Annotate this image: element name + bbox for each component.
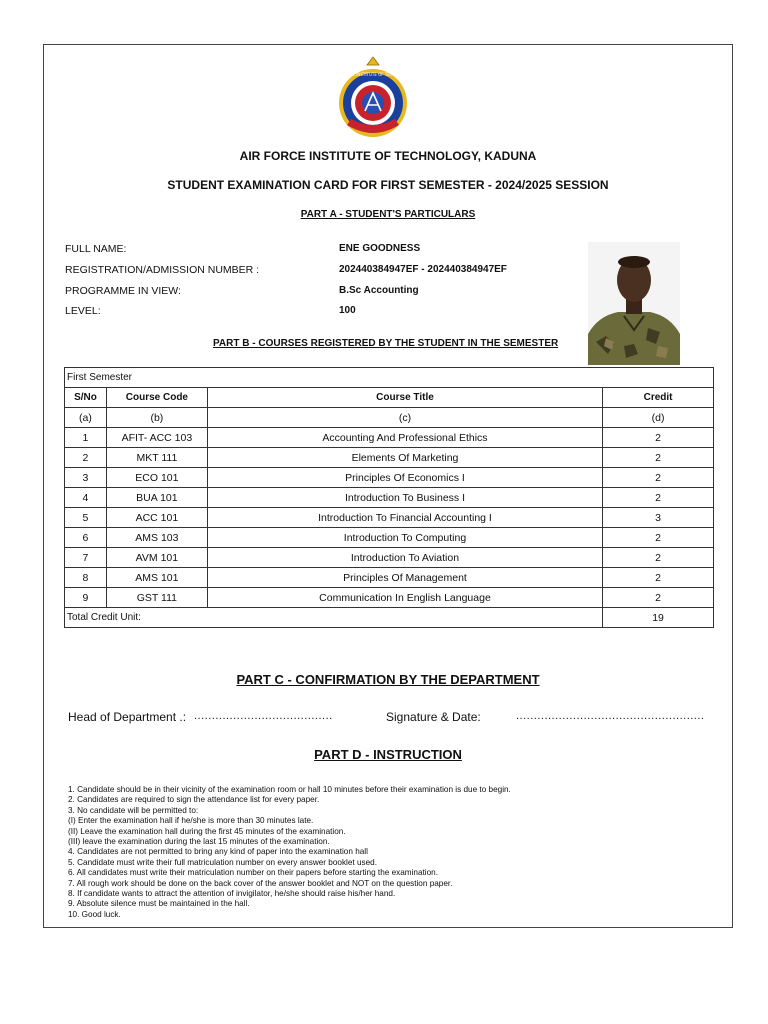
label-programme: PROGRAMME IN VIEW: <box>65 285 181 297</box>
instruction-line: (II) Leave the examination hall during the first 45 minutes of the examination. <box>68 826 346 836</box>
part-d-heading: PART D - INSTRUCTION <box>314 747 462 762</box>
value-level: 100 <box>339 305 356 316</box>
column-header-sno: S/No <box>65 388 107 408</box>
signature-date-label: Signature & Date: <box>386 710 481 724</box>
total-row <box>65 608 714 628</box>
value-full-name: ENE GOODNESS <box>339 243 421 254</box>
instruction-line: 5. Candidate must write their full matriculation number on every answer booklet used. <box>68 857 378 867</box>
table-row: 6 AMS 103 Introduction To Computing 2 <box>65 528 714 548</box>
value-programme: B.Sc Accounting <box>339 285 419 296</box>
instruction-line: 1. Candidate should be in their vicinity of the examination room or hall 10 minutes before their examination is due to begin. <box>68 785 511 794</box>
instruction-line: 4. Candidates are not permitted to bring any kind of paper into the examination hall <box>68 847 368 857</box>
table-row: 8 AMS 101 Principles Of Management 2 <box>65 568 714 588</box>
table-row: 7 AVM 101 Introduction To Aviation 2 <box>65 548 714 568</box>
table-row: 9 GST 111 Communication In English Language 2 <box>65 588 714 608</box>
part-a-heading: PART A - STUDENT'S PARTICULARS <box>300 209 476 220</box>
student-photo-icon <box>588 242 680 365</box>
hod-signature-line: ....................................... <box>194 710 333 722</box>
card-title: STUDENT EXAMINATION CARD FOR FIRST SEMESTER - 2024/2025 SESSION <box>167 178 609 192</box>
table-row: 1 AFIT- ACC 103 Accounting And Professional Ethics 2 <box>65 428 714 448</box>
table-row: 3 ECO 101 Principles Of Economics I 2 <box>65 468 714 488</box>
total-credit-value: 19 <box>603 608 714 628</box>
instruction-line: (III) leave the examination during the last 15 minutes of the examination. <box>68 837 330 847</box>
table-row: 5 ACC 101 Introduction To Financial Accounting I 3 <box>65 508 714 528</box>
table-row: 4 BUA 101 Introduction To Business I 2 <box>65 488 714 508</box>
label-full-name: FULL NAME: <box>65 243 127 255</box>
column-header-course-title: Course Title <box>207 388 602 408</box>
instruction-line: 7. All rough work should be done on the back cover of the answer booklet and NOT on the question paper. <box>68 878 453 888</box>
instruction-line: (I) Enter the examination hall if he/she is more than 30 minutes late. <box>68 816 314 826</box>
instruction-line: 9. Absolute silence must be maintained in the hall. <box>68 899 250 909</box>
column-header-credit: Credit <box>603 388 714 408</box>
hod-label: Head of Department .: <box>68 710 187 724</box>
total-credit-label: Total Credit Unit: <box>65 608 603 628</box>
label-level: LEVEL: <box>65 305 101 317</box>
institute-crest-icon <box>335 55 411 139</box>
instruction-line: 6. All candidates must write their matriculation number on their papers before starting the examination. <box>68 868 438 878</box>
semester-label: First Semester <box>65 368 714 388</box>
institution-name: AIR FORCE INSTITUTE OF TECHNOLOGY, KADUNA <box>239 149 537 163</box>
instruction-line: 3. No candidate will be permitted to: <box>68 805 199 815</box>
column-header-course-code: Course Code <box>106 388 207 408</box>
signature-date-line: ..................................................... <box>516 710 705 722</box>
exam-card <box>43 44 733 928</box>
svg-text:AIR FORCE INSTITUTE OF TECHNOL: AIR FORCE INSTITUTE OF TECHNOLOGY <box>335 72 411 77</box>
instruction-line: 8. If candidate wants to attract the attention of invigilator, he/she should raise his/her hand. <box>68 889 396 899</box>
part-c-heading: PART C - CONFIRMATION BY THE DEPARTMENT <box>236 672 540 687</box>
instructions-list <box>68 785 511 920</box>
part-b-heading: PART B - COURSES REGISTERED BY THE STUDENT IN THE SEMESTER <box>213 338 559 349</box>
value-registration-number: 202440384947EF - 202440384947EF <box>339 264 507 275</box>
instruction-line: 10. Good luck. <box>68 909 121 919</box>
instruction-line: 2. Candidates are required to sign the attendance list for every paper. <box>68 795 320 805</box>
courses-table <box>64 367 714 628</box>
column-key-row: (a) (b) (c) (d) <box>65 408 714 428</box>
table-row: 2 MKT 111 Elements Of Marketing 2 <box>65 448 714 468</box>
label-registration-number: REGISTRATION/ADMISSION NUMBER : <box>65 264 260 276</box>
